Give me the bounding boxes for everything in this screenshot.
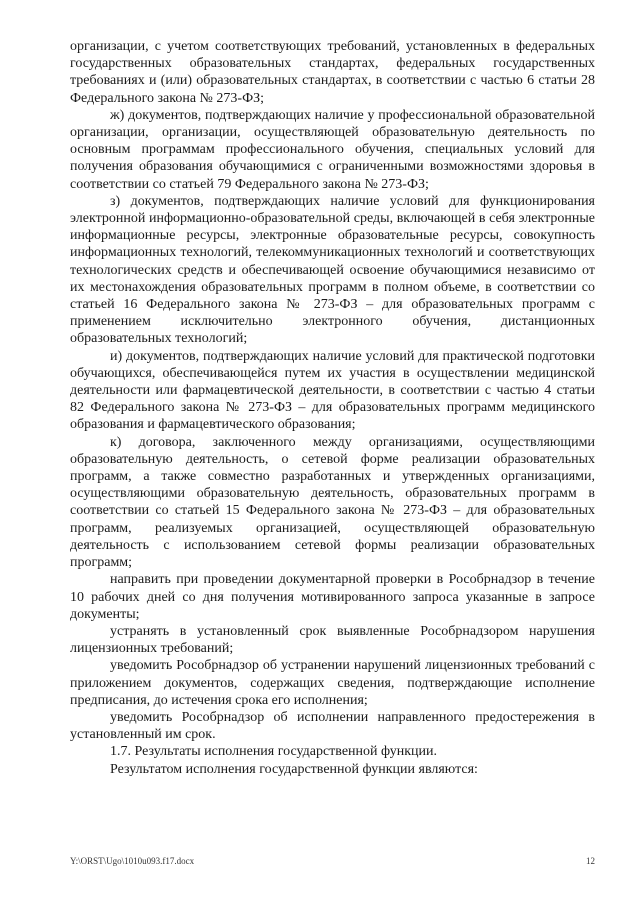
- paragraph-send-documents: направить при проведении документарной проверки в Рособрнадзор в течение 10 рабочих дней со дня получения мотивированного запроса указанные в запросе документы;: [70, 572, 595, 622]
- paragraph-notify-warning: уведомить Рособрнадзор об исполнении направленного предостережения в установленный им срок.: [70, 709, 595, 743]
- paragraph-item-i: и) документов, подтверждающих наличие условий для практической подготовки обучающихся, обеспечивающейся путем их участия в осуществлении медицинской деятельности или фармацевтической деятельности, в соответствии с частью 4 статьи 82 Федерального закона № 273-ФЗ – для образовательных программ медицинского образования и фармацевтического образования;: [70, 348, 595, 433]
- paragraph-item-z: з) документов, подтверждающих наличие условий для функционирования электронной информационно-образовательной среды, включающей в себя электронные информационные ресурсы, электронные образовательные ресурсы, совокупность информационных технологий, телекоммуникационных технологий и соответствующих технологических средств и обеспечивающей освоение обучающимися независимо от их местонахождения образовательных программ в полном объеме, в соответствии со статьей 16 Федерального закона № 273-ФЗ – для образовательных программ с применением исключительно электронного обучения, дистанционных образовательных технологий;: [70, 193, 595, 347]
- paragraph-item-k: к) договора, заключенного между организациями, осуществляющими образовательную деятельность, о сетевой форме реализации образовательных программ, а также совместно разработанных и утвержденных организациями, осуществляющими образовательную деятельность, образовательных программ в соответствии со статьей 15 Федерального закона № 273-ФЗ – для образовательных программ, реализуемых организацией, осуществляющей образовательную деятельность с использованием сетевой формы реализации образовательных программ;: [70, 434, 595, 571]
- paragraph-item-zh: ж) документов, подтверждающих наличие у профессиональной образовательной организации, организации, осуществляющей образовательную деятельность по основным программам профессионального обучения, специальных условий для получения образования обучающимися с ограниченными возможностями здоровья в соответствии со статьей 79 Федерального закона № 273-ФЗ;: [70, 107, 595, 192]
- footer-file-path: Y:\ORST\Ugo\1010u093.f17.docx: [70, 856, 195, 866]
- section-heading-1-7: 1.7. Результаты исполнения государственной функции.: [110, 744, 438, 760]
- paragraph-notify-fix: уведомить Рособрнадзор об устранении нарушений лицензионных требований с приложением документов, содержащих сведения, подтверждающие исполнение предписания, до истечения срока его исполнения;: [70, 658, 595, 708]
- document-body: [70, 38, 595, 778]
- page-number: 12: [586, 856, 595, 866]
- paragraph-results: Результатом исполнения государственной функции являются:: [110, 761, 478, 777]
- paragraph-fix-violations: устранять в установленный срок выявленные Рособрнадзором нарушения лицензионных требований;: [70, 623, 595, 657]
- paragraph-continuation: организации, с учетом соответствующих требований, установленных в федеральных государственных образовательных стандартах, федеральных государственных требованиях и (или) образовательных стандартах, в соответствии с частью 6 статьи 28 Федерального закона № 273-ФЗ;: [70, 39, 595, 106]
